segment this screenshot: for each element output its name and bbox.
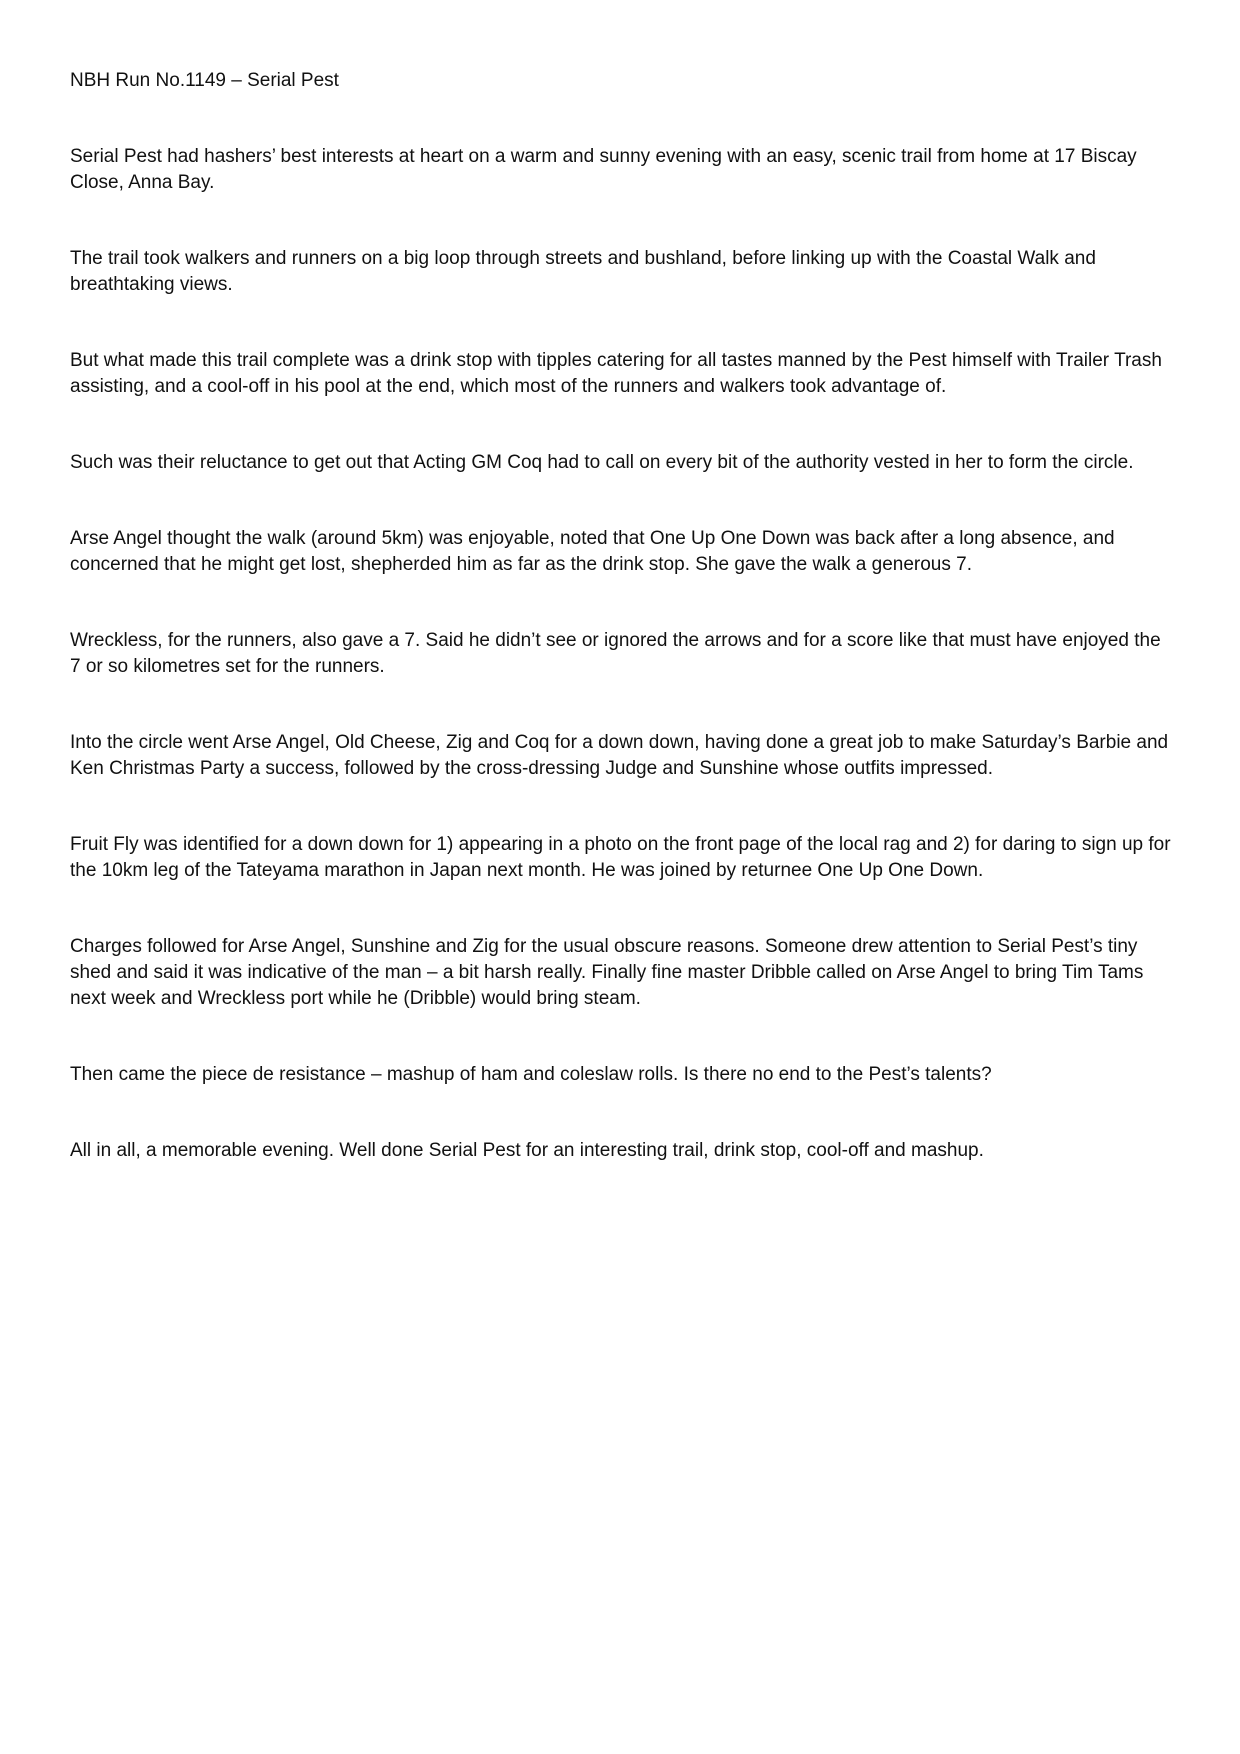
document-title: NBH Run No.1149 – Serial Pest [70, 70, 339, 91]
paragraph-7: Into the circle went Arse Angel, Old Cheese, Zig and Coq for a down down, having done a great job to make Saturday’s Barbie and Ken Christmas Party a success, followed by the cross-dressing Judge and Sunshine whose outfits impressed. [70, 732, 1169, 779]
paragraph-4: Such was their reluctance to get out that Acting GM Coq had to call on every bit of the authority vested in her to form the circle. [70, 452, 1134, 473]
paragraph-11: All in all, a memorable evening. Well done Serial Pest for an interesting trail, drink stop, cool-off and mashup. [70, 1140, 984, 1161]
paragraph-1: Serial Pest had hashers’ best interests at heart on a warm and sunny evening with an easy, scenic trail from home at 17 Biscay Close, Anna Bay. [70, 146, 1137, 193]
paragraph-10: Then came the piece de resistance – mashup of ham and coleslaw rolls. Is there no end to the Pest’s talents? [70, 1064, 992, 1085]
paragraph-8: Fruit Fly was identified for a down down for 1) appearing in a photo on the front page of the local rag and 2) for daring to sign up for the 10km leg of the Tateyama marathon in Japan next month. He was joined by returnee One Up One Down. [70, 834, 1171, 881]
paragraph-5: Arse Angel thought the walk (around 5km) was enjoyable, noted that One Up One Down was back after a long absence, and concerned that he might get lost, shepherded him as far as the drink stop. She gave the walk a generous 7. [70, 528, 1115, 575]
paragraph-6: Wreckless, for the runners, also gave a 7. Said he didn’t see or ignored the arrows and for a score like that must have enjoyed the 7 or so kilometres set for the runners. [70, 630, 1161, 677]
paragraph-2: The trail took walkers and runners on a big loop through streets and bushland, before linking up with the Coastal Walk and breathtaking views. [70, 248, 1096, 295]
document-body [70, 68, 1175, 1164]
paragraph-9: Charges followed for Arse Angel, Sunshine and Zig for the usual obscure reasons. Someone drew attention to Serial Pest’s tiny shed and said it was indicative of the man – a bit harsh really. Finally fine master Dribble called on Arse Angel to bring Tim Tams next week and Wreckless port while he (Dribble) would bring steam. [70, 936, 1144, 1009]
paragraph-3: But what made this trail complete was a drink stop with tipples catering for all tastes manned by the Pest himself with Trailer Trash assisting, and a cool-off in his pool at the end, which most of the runners and walkers took advantage of. [70, 350, 1162, 397]
